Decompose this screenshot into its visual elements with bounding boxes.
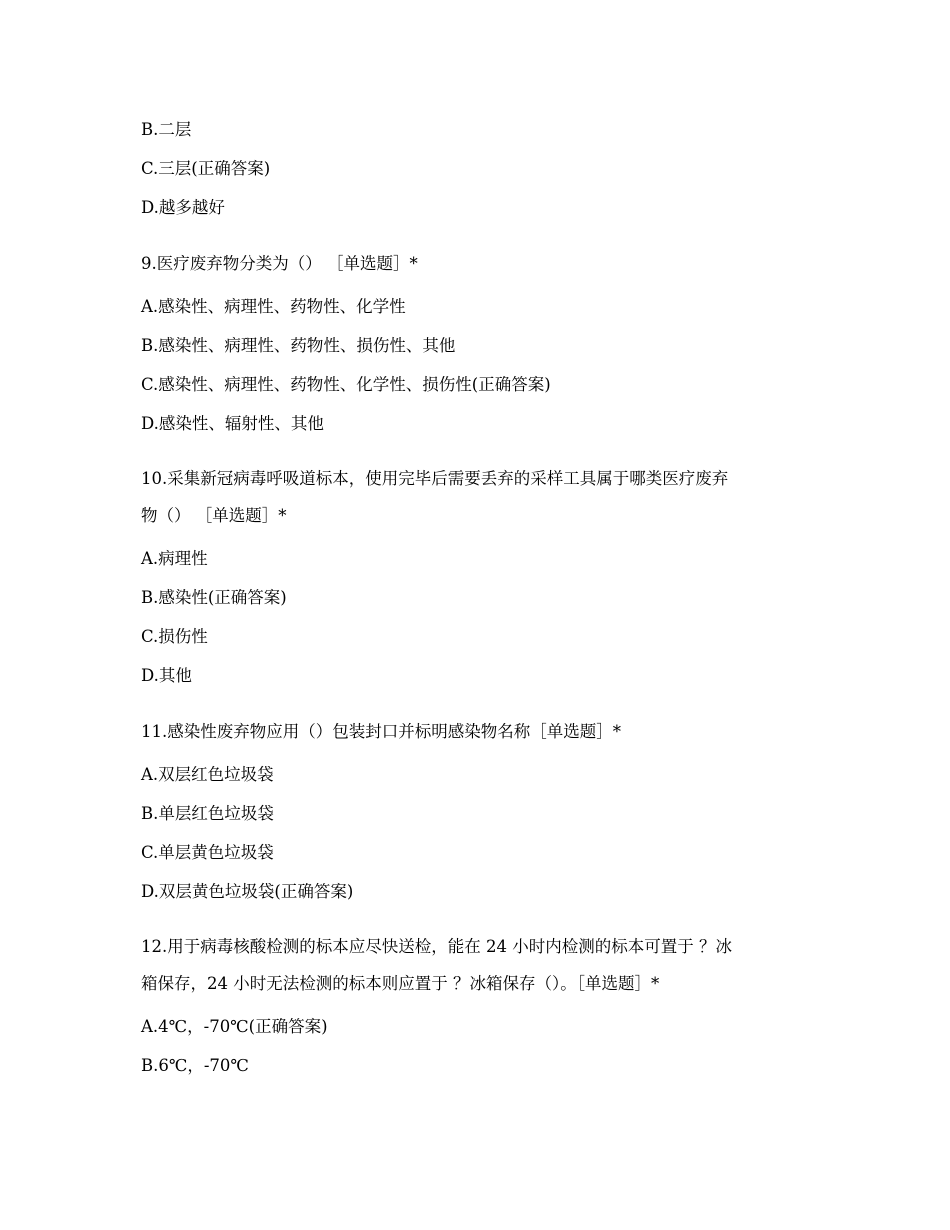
option-9c: C.感染性、病理性、药物性、化学性、损伤性(正确答案) — [141, 375, 551, 394]
question-11: 11.感染性废弃物应用（）包装封口并标明感染物名称［单选题］* — [141, 722, 621, 741]
option-12b: B.6℃，-70℃ — [141, 1056, 249, 1075]
option-10d: D.其他 — [141, 666, 192, 685]
option-12a: A.4℃，-70℃(正确答案) — [141, 1017, 328, 1036]
option-11a: A.双层红色垃圾袋 — [141, 765, 274, 784]
option-10c: C.损伤性 — [141, 627, 208, 646]
question-9: 9.医疗废弃物分类为（） ［单选题］* — [141, 254, 418, 273]
option-9a: A.感染性、病理性、药物性、化学性 — [141, 297, 406, 316]
option-8c: C.三层(正确答案) — [141, 159, 271, 178]
option-11b: B.单层红色垃圾袋 — [141, 804, 274, 823]
option-11c: C.单层黄色垃圾袋 — [141, 843, 274, 862]
question-10-line-2: 物（） ［单选题］* — [141, 506, 287, 525]
question-12-line-1: 12.用于病毒核酸检测的标本应尽快送检，能在 24 小时内检测的标本可置于 ？冰 — [141, 937, 732, 956]
option-9b: B.感染性、病理性、药物性、损伤性、其他 — [141, 336, 456, 355]
option-11d: D.双层黄色垃圾袋(正确答案) — [141, 882, 354, 901]
option-8b: B.二层 — [141, 120, 192, 139]
option-8d: D.越多越好 — [141, 198, 225, 217]
option-10b: B.感染性(正确答案) — [141, 588, 287, 607]
question-12-line-2: 箱保存，24 小时无法检测的标本则应置于 ？冰箱保存（）。［单选题］* — [141, 974, 660, 993]
question-10-line-1: 10.采集新冠病毒呼吸道标本，使用完毕后需要丢弃的采样工具属于哪类医疗废弃 — [141, 469, 729, 488]
option-10a: A.病理性 — [141, 549, 208, 568]
option-9d: D.感染性、辐射性、其他 — [141, 414, 324, 433]
